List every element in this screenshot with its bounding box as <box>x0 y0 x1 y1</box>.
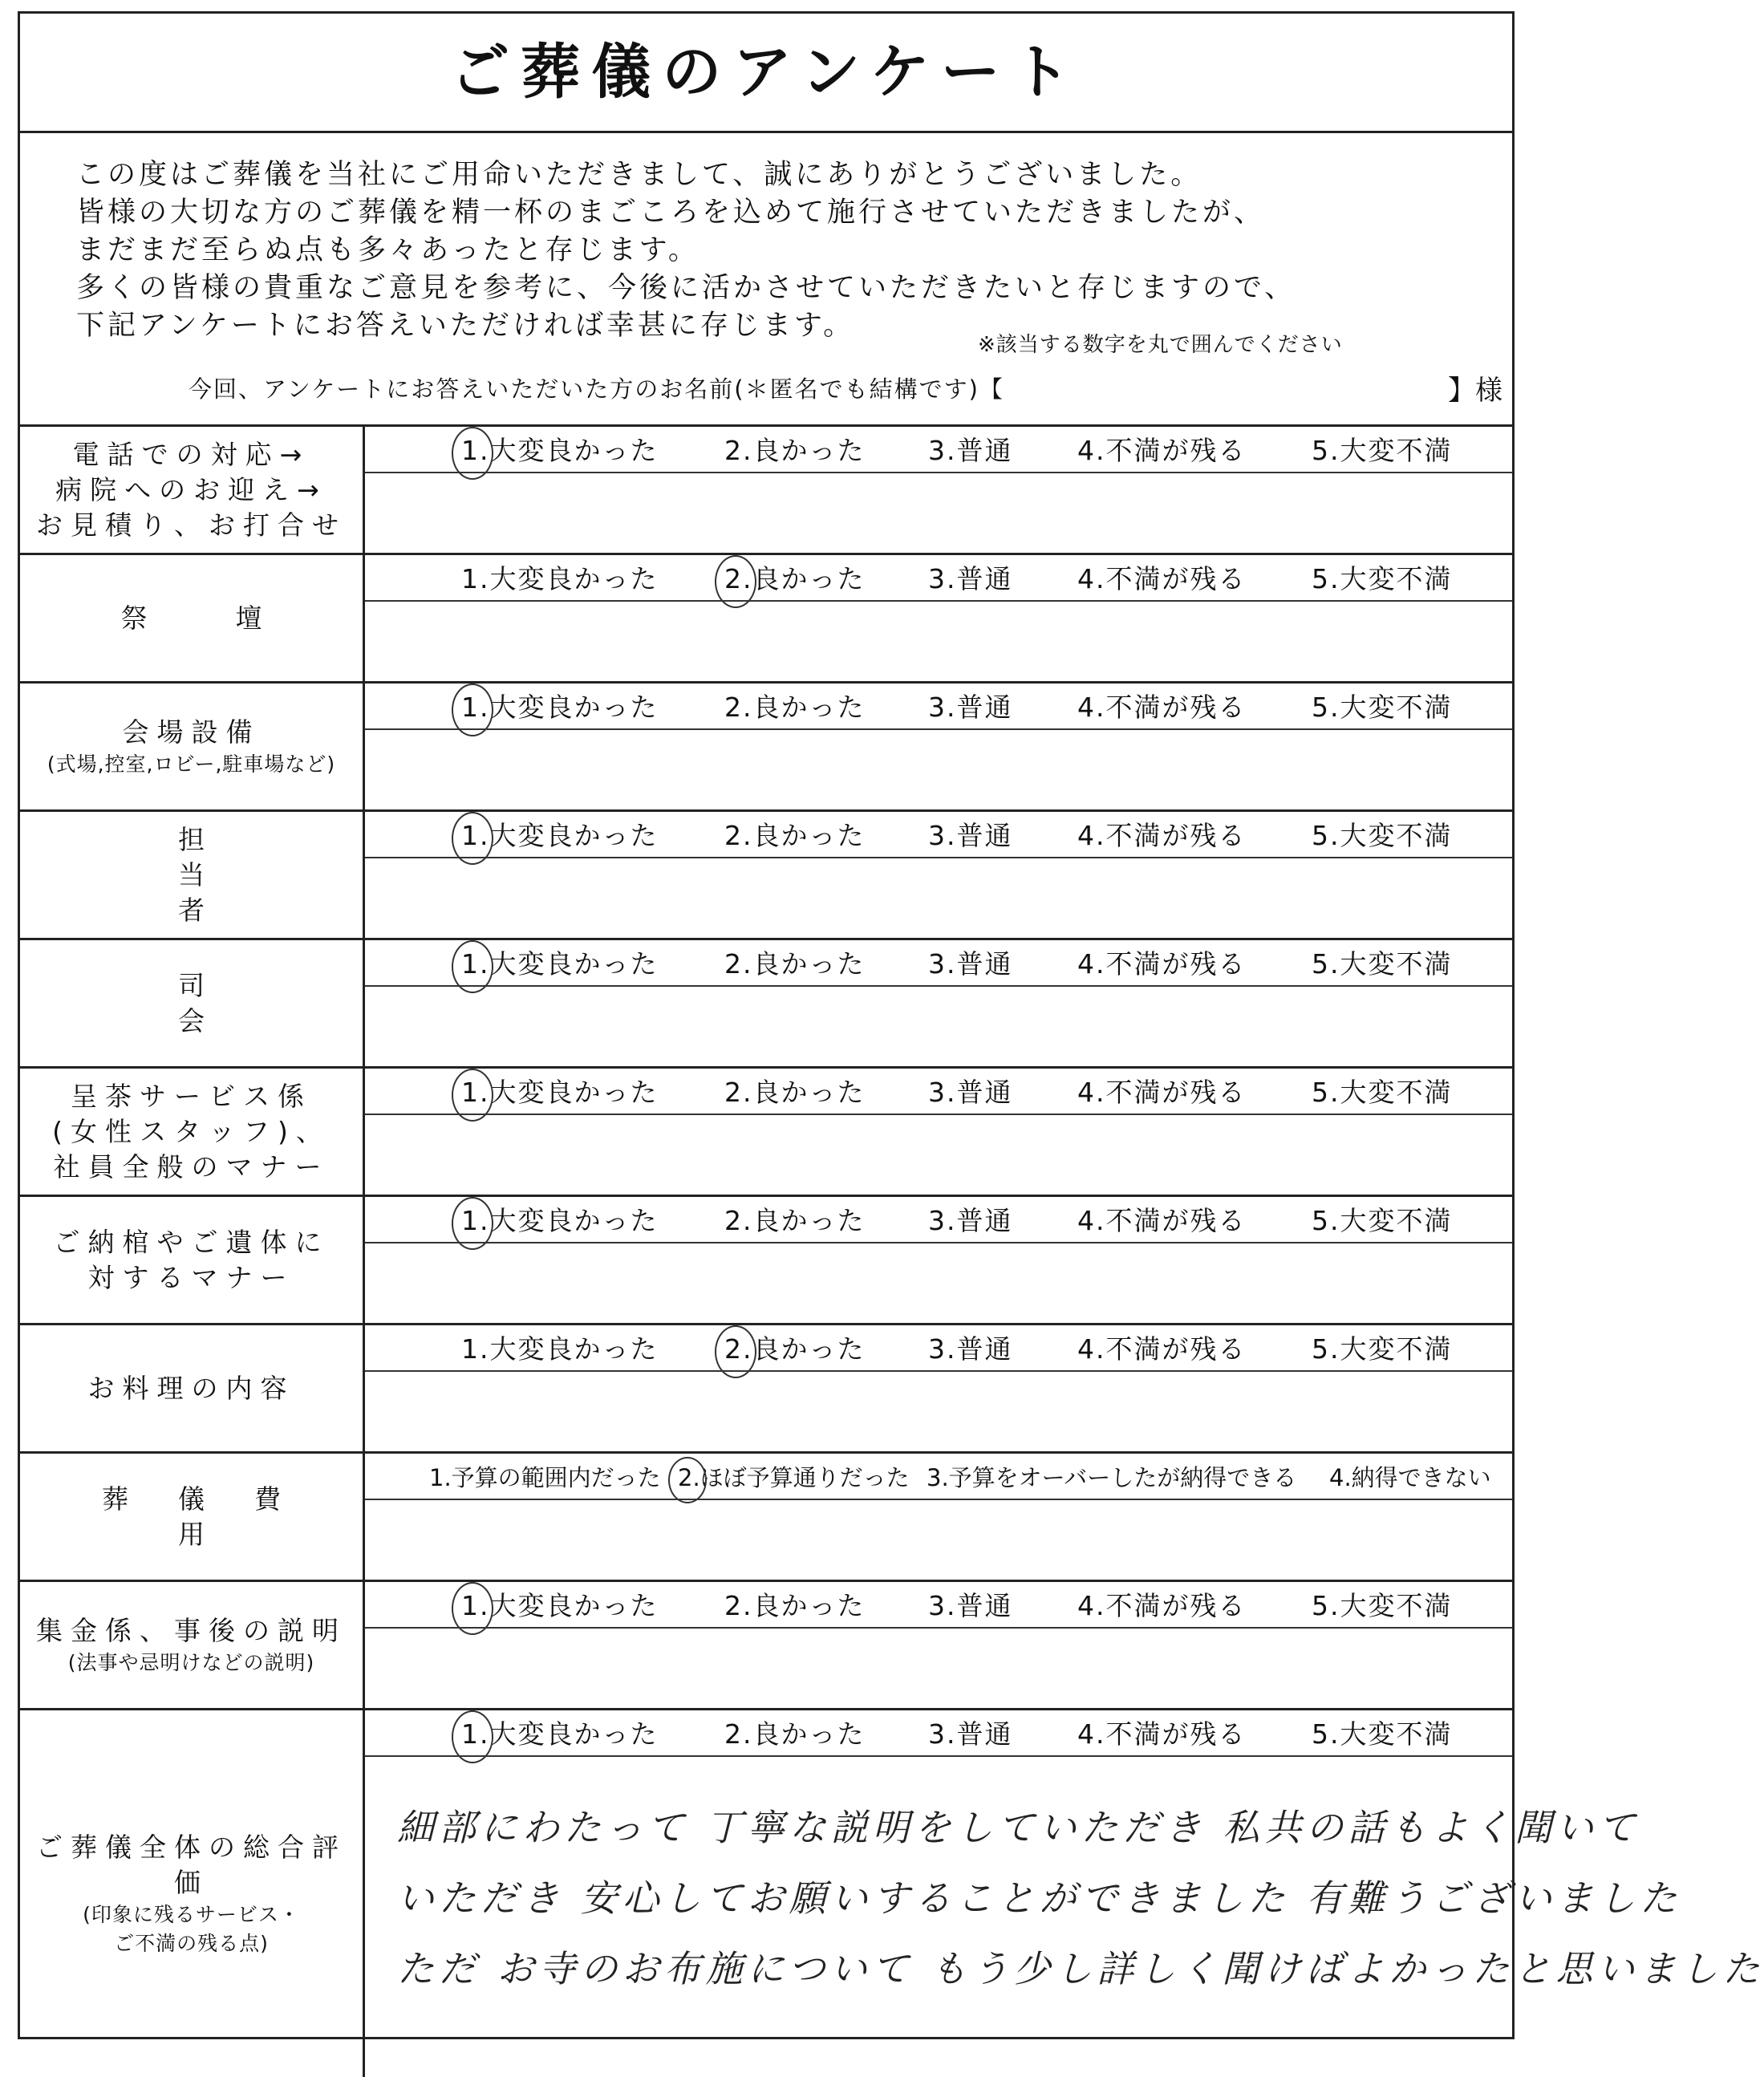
rating-option[interactable]: 1.予算の範囲内だった <box>429 1464 661 1491</box>
rating-option[interactable]: 2.良かった <box>724 1718 866 1750</box>
question-row <box>20 553 1512 681</box>
form-title: ご葬儀のアンケート <box>20 14 1512 133</box>
rating-option[interactable]: 4.不満が残る <box>1077 1718 1247 1750</box>
instruction-note: ※該当する数字を丸で囲んでください <box>978 333 1343 357</box>
rating-option[interactable]: 2.良かった <box>724 1205 866 1236</box>
rating-option[interactable]: 1.大変良かった <box>461 563 659 594</box>
question-row <box>20 1708 1764 2077</box>
question-label-line: 社員全般のマナー <box>53 1150 330 1183</box>
rating-option[interactable]: 1.大変良かった <box>461 1072 659 1109</box>
question-label-line: 呈茶サービス係 <box>71 1080 312 1112</box>
rating-option[interactable]: 2.良かった <box>724 692 866 723</box>
rating-option[interactable]: 3.普通 <box>928 563 1013 594</box>
rating-options <box>365 940 1512 987</box>
selection-circle <box>452 1710 493 1763</box>
rating-option[interactable]: 3.普通 <box>928 1077 1013 1108</box>
question-sublabel: (印象に残るサービス・ <box>83 1902 300 1926</box>
rating-option[interactable]: 3.普通 <box>928 435 1013 466</box>
question-sublabel: (式場,控室,ロビー,駐車場など) <box>47 752 336 776</box>
rating-option[interactable]: 1.大変良かった <box>461 1200 659 1238</box>
rating-option[interactable]: 1.大変良かった <box>461 1714 659 1751</box>
question-sublabel: (法事や忌明けなどの説明) <box>67 1650 315 1674</box>
rating-option[interactable]: 2.良かった <box>724 1590 866 1621</box>
handwritten-comment: ただ お寺のお布施について もう少し詳しく聞けばよかったと思いました <box>397 1947 1764 1990</box>
question-row <box>20 424 1512 553</box>
rating-option[interactable]: 5.大変不満 <box>1312 1205 1453 1236</box>
rating-options <box>365 427 1512 473</box>
rating-options <box>365 684 1512 730</box>
rating-option[interactable]: 5.大変不満 <box>1312 1333 1453 1365</box>
rating-option[interactable]: 4.不満が残る <box>1077 692 1247 723</box>
rating-option[interactable]: 3.普通 <box>928 948 1013 980</box>
rating-option[interactable]: 4.不満が残る <box>1077 948 1247 980</box>
question-label-line: (女性スタッフ)、 <box>52 1115 330 1147</box>
question-label <box>20 1069 365 1195</box>
rating-option[interactable]: 3.普通 <box>928 1205 1013 1236</box>
question-row <box>20 938 1512 1066</box>
rating-option[interactable]: 3.予算をオーバーしたが納得できる <box>927 1464 1297 1491</box>
question-label-line: ご納棺やご遺体に <box>53 1226 330 1258</box>
rating-option[interactable]: 1.大変良かった <box>461 943 659 981</box>
rating-option[interactable]: 3.普通 <box>928 1333 1013 1365</box>
question-label <box>20 1454 365 1580</box>
rating-option[interactable]: 2.良かった <box>724 1329 866 1366</box>
rating-option[interactable]: 1.大変良かった <box>461 687 659 724</box>
rating-option[interactable]: 2.良かった <box>724 558 866 596</box>
rating-option[interactable]: 1.大変良かった <box>461 430 659 468</box>
intro-text <box>76 156 1456 345</box>
rating-option[interactable]: 4.不満が残る <box>1077 820 1247 851</box>
rating-option[interactable]: 3.普通 <box>928 820 1013 851</box>
rating-option[interactable]: 5.大変不満 <box>1312 1590 1453 1621</box>
rating-option[interactable]: 4.不満が残る <box>1077 435 1247 466</box>
question-row <box>20 681 1512 809</box>
selection-circle <box>668 1457 707 1503</box>
question-row <box>20 809 1512 938</box>
question-label <box>20 1325 365 1451</box>
rating-options <box>365 1582 1512 1629</box>
rating-option[interactable]: 1.大変良かった <box>461 1333 659 1365</box>
question-label-line: 会場設備 <box>122 716 261 748</box>
rating-option[interactable]: 5.大変不満 <box>1312 563 1453 594</box>
handwritten-comment: 細部にわたって 丁寧な説明をしていただき 私共の話もよく聞いて <box>397 1806 1640 1849</box>
question-label-line: 担当者 <box>178 823 429 926</box>
rating-option[interactable]: 4.不満が残る <box>1077 563 1247 594</box>
question-label <box>20 1582 365 1708</box>
rating-option[interactable]: 4.納得できない <box>1329 1464 1491 1491</box>
rating-option[interactable]: 1.大変良かった <box>461 1585 659 1623</box>
rating-option[interactable]: 5.大変不満 <box>1312 692 1453 723</box>
question-label-line: ご葬儀全体の総合評価 <box>36 1831 347 1898</box>
handwritten-comment: いただき 安心してお願いすることができました 有難うございました <box>397 1876 1682 1920</box>
name-suffix: 】様 <box>1448 375 1502 407</box>
rating-option[interactable]: 2.良かった <box>724 435 866 466</box>
question-label <box>20 684 365 809</box>
survey-form <box>18 11 1764 2039</box>
question-label-line: 対するマナー <box>87 1261 295 1293</box>
question-label <box>20 1710 365 2077</box>
rating-option[interactable]: 5.大変不満 <box>1312 820 1453 851</box>
intro-line: 多くの皆様の貴重なご意見を参考に、今後に活かさせていただきたいと存じますので、 <box>76 272 1296 304</box>
question-label-line: お見積り、お打合せ <box>36 509 347 541</box>
rating-option[interactable]: 2.良かった <box>724 948 866 980</box>
rating-option[interactable]: 5.大変不満 <box>1312 1077 1453 1108</box>
question-label <box>20 940 429 1066</box>
intro-line: 下記アンケートにお答えいただければ幸甚に存じます。 <box>76 310 855 342</box>
rating-option[interactable]: 5.大変不満 <box>1312 1718 1453 1750</box>
intro-line: まだまだ至らぬ点も多々あったと存じます。 <box>76 234 700 266</box>
rating-option[interactable]: 4.不満が残る <box>1077 1590 1247 1621</box>
question-row <box>20 1323 1512 1451</box>
rating-option[interactable]: 5.大変不満 <box>1312 948 1453 980</box>
selection-circle <box>452 684 493 736</box>
intro-line: この度はご葬儀を当社にご用命いただきまして、誠にありがとうございました。 <box>76 159 1202 191</box>
rating-options <box>365 1197 1512 1243</box>
question-label-line: 葬儀費用 <box>102 1483 330 1550</box>
question-label-line: 祭壇 <box>120 602 351 634</box>
rating-option[interactable]: 2.良かった <box>724 820 866 851</box>
rating-options <box>365 1710 1512 1757</box>
rating-option[interactable]: 3.普通 <box>928 1718 1013 1750</box>
rating-options <box>365 555 1512 602</box>
rating-option[interactable]: 5.大変不満 <box>1312 435 1453 466</box>
rating-options <box>365 1454 1512 1500</box>
question-row <box>20 1580 1512 1708</box>
rating-option[interactable]: 4.不満が残る <box>1077 1333 1247 1365</box>
selection-circle <box>452 427 493 480</box>
question-sublabel: ご不満の残る点) <box>114 1931 269 1955</box>
question-label-line: 集金係、事後の説明 <box>36 1614 347 1646</box>
question-label-line: お料理の内容 <box>87 1372 295 1404</box>
rating-option[interactable]: 2.良かった <box>724 1077 866 1108</box>
selection-circle <box>452 1069 493 1122</box>
question-label-line: 電話での対応→ <box>72 438 310 470</box>
selection-circle <box>452 812 493 865</box>
question-row <box>20 1451 1512 1580</box>
intro-line: 皆様の大切な方のご葬儀を精一杯のまごころを込めて施行させていただきましたが、 <box>76 197 1266 229</box>
question-label-line: 病院へのお迎え→ <box>55 473 327 505</box>
selection-circle <box>715 555 756 608</box>
rating-options <box>365 812 1512 858</box>
question-label <box>20 812 429 938</box>
rating-option[interactable]: 2.ほぼ予算通りだった <box>678 1460 910 1493</box>
question-label <box>20 1197 365 1323</box>
question-label-line: 司会 <box>178 969 429 1036</box>
selection-circle <box>452 1197 493 1250</box>
name-prompt: 今回、アンケートにお答えいただいた方のお名前(＊匿名でも結構です)【 <box>189 375 1004 403</box>
question-row <box>20 1195 1512 1323</box>
question-label <box>20 555 365 681</box>
selection-circle <box>452 940 493 993</box>
selection-circle <box>452 1582 493 1635</box>
question-label <box>20 427 365 553</box>
rating-option[interactable]: 4.不満が残る <box>1077 1077 1247 1108</box>
rating-options <box>365 1325 1512 1372</box>
rating-options <box>365 1069 1512 1115</box>
selection-circle <box>715 1325 756 1378</box>
rating-option[interactable]: 1.大変良かった <box>461 815 659 853</box>
rating-option[interactable]: 3.普通 <box>928 692 1013 723</box>
rating-option[interactable]: 3.普通 <box>928 1590 1013 1621</box>
question-row <box>20 1066 1512 1195</box>
rating-option[interactable]: 4.不満が残る <box>1077 1205 1247 1236</box>
